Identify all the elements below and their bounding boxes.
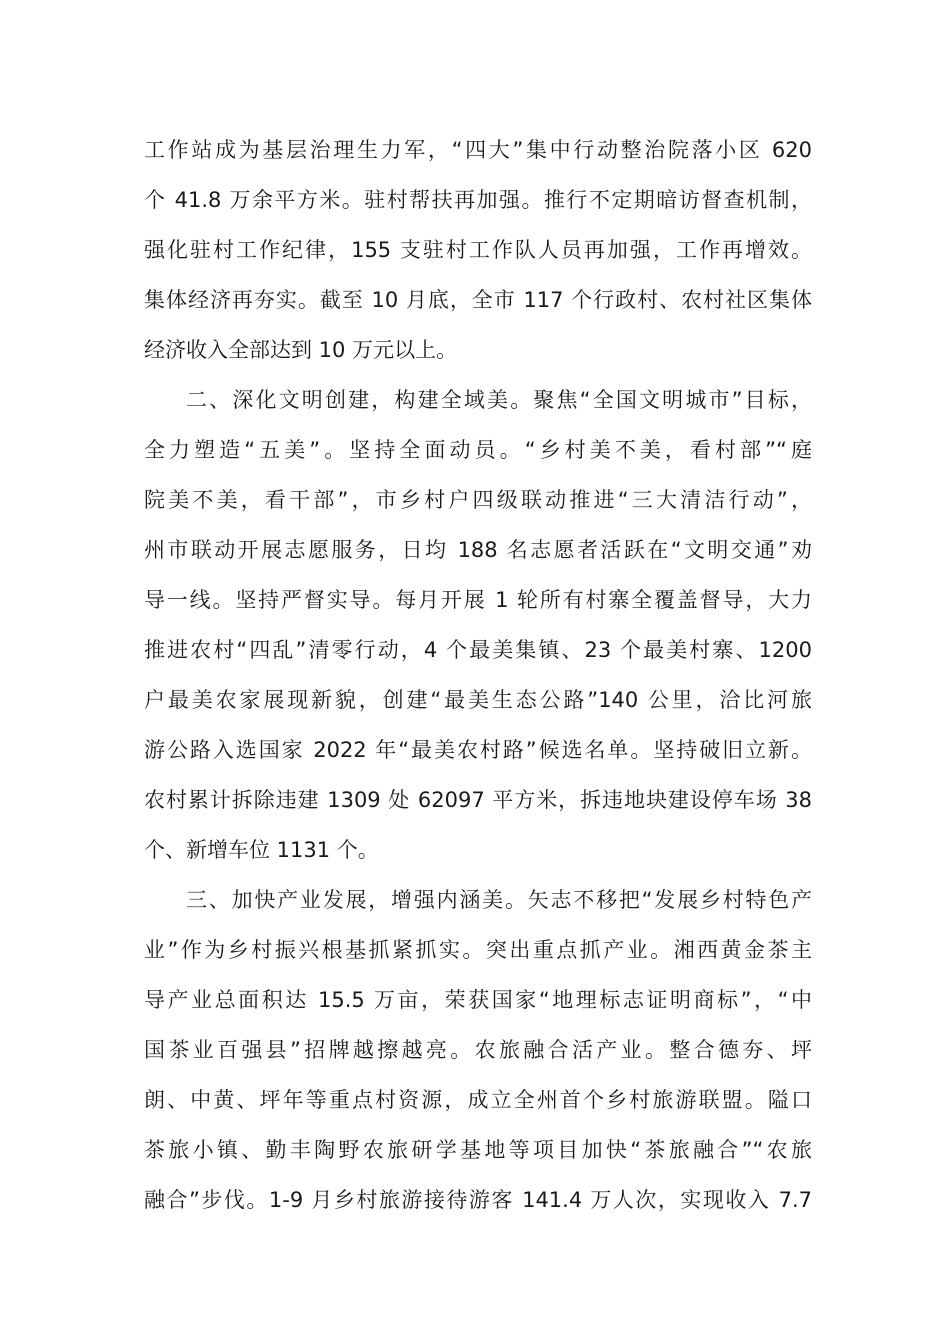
text-line: 国茶业百强县”招牌越擦越亮。农旅融合活产业。整合德夯、坪 — [144, 1038, 812, 1062]
text-line: 推进农村“四乱”清零行动，4 个最美集镇、23 个最美村寨、1200 — [144, 638, 812, 662]
text-line: 工作站成为基层治理生力军，“四大”集中行动整治院落小区 620 — [144, 138, 812, 162]
text-line: 院美不美，看干部”，市乡村户四级联动推进“三大清洁行动”， — [144, 488, 812, 512]
text-line: 户最美农家展现新貌，创建“最美生态公路”140 公里，洽比河旅 — [144, 688, 812, 712]
text-line: 融合”步伐。1-9 月乡村旅游接待游客 141.4 万人次，实现收入 7.7 — [144, 1188, 812, 1212]
paragraph-start-line: 三、加快产业发展，增强内涵美。矢志不移把“发展乡村特色产 — [186, 888, 812, 912]
text-line: 农村累计拆除违建 1309 处 62097 平方米，拆违地块建设停车场 38 — [144, 788, 812, 812]
text-line: 个 41.8 万余平方米。驻村帮扶再加强。推行不定期暗访督查机制， — [144, 188, 812, 212]
text-line: 集体经济再夯实。截至 10 月底，全市 117 个行政村、农村社区集体 — [144, 288, 812, 312]
text-line: 个、新增车位 1131 个。 — [144, 838, 379, 862]
text-line: 导一线。坚持严督实导。每月开展 1 轮所有村寨全覆盖督导，大力 — [144, 588, 812, 612]
paragraph-start-line: 二、深化文明创建，构建全域美。聚焦“全国文明城市”目标， — [186, 388, 812, 412]
text-line: 强化驻村工作纪律，155 支驻村工作队人员再加强，工作再增效。 — [144, 238, 812, 262]
text-line: 全力塑造“五美”。坚持全面动员。“乡村美不美，看村部”“庭 — [144, 438, 812, 462]
text-line: 朗、中黄、坪年等重点村资源，成立全州首个乡村旅游联盟。隘口 — [144, 1088, 812, 1112]
text-line: 茶旅小镇、勤丰陶野农旅研学基地等项目加快“茶旅融合”“农旅 — [144, 1138, 812, 1162]
text-line: 导产业总面积达 15.5 万亩，荣获国家“地理标志证明商标”，“中 — [144, 988, 812, 1012]
text-line: 游公路入选国家 2022 年“最美农村路”候选名单。坚持破旧立新。 — [144, 738, 812, 762]
text-line: 州市联动开展志愿服务，日均 188 名志愿者活跃在“文明交通”劝 — [144, 538, 812, 562]
text-line: 经济收入全部达到 10 万元以上。 — [144, 338, 458, 362]
text-line: 业”作为乡村振兴根基抓紧抓实。突出重点抓产业。湘西黄金茶主 — [144, 938, 812, 962]
